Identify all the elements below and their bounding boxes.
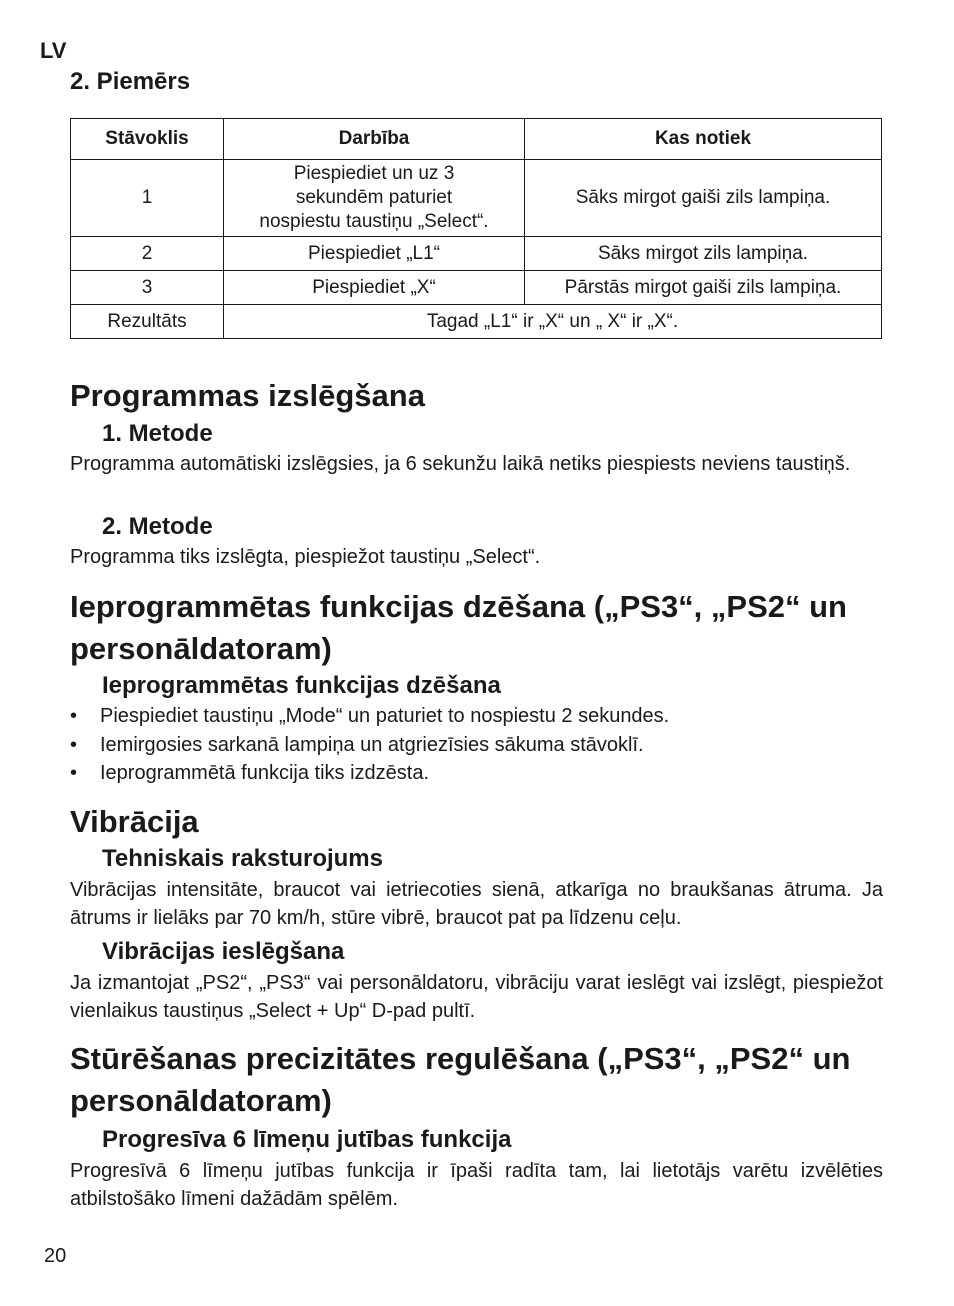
state-cell: 1: [71, 160, 224, 237]
result-cell: Pārstās mirgot gaiši zils lampiņa.: [525, 271, 882, 305]
precision-subtitle: Progresīva 6 līmeņu jutības funkcija: [102, 1126, 512, 1153]
list-item-text: Piespiediet taustiņu „Mode“ un paturiet to nospiestu 2 sekundes.: [100, 705, 670, 727]
action-cell: Piespiediet „L1“: [224, 237, 525, 271]
table-row: [71, 271, 882, 305]
title-line: personāldatoram): [70, 631, 332, 666]
section-title-vibration: Vibrācija: [70, 804, 199, 839]
bullet-icon: •: [70, 705, 78, 727]
column-header: Darbība: [224, 119, 525, 160]
steps-table: [70, 118, 882, 339]
example-title: 2. Piemērs: [70, 68, 191, 95]
list-item: [70, 702, 669, 731]
result-cell: Sāks mirgot zils lampiņa.: [525, 237, 882, 271]
list-item: [70, 731, 669, 760]
list-item: [70, 759, 669, 788]
table-result-row: [71, 305, 882, 339]
result-cell: Sāks mirgot gaiši zils lampiņa.: [525, 160, 882, 237]
table-row: [71, 237, 882, 271]
method-1-title: 1. Metode: [102, 420, 213, 447]
language-label: LV: [40, 38, 67, 63]
vibration-specs-text: Vibrācijas intensitāte, braucot vai ietriecoties sienā, atkarīga no braukšanas ātruma. Ja ātrums ir lielāks par 70 km/h, stūre vibrē, braucot pat pa līdzenu ceļu.: [70, 879, 883, 929]
action-line: Piespiediet un uz 3: [293, 163, 455, 184]
section-title-shutdown: Programmas izslēgšana: [70, 378, 425, 413]
action-line: sekundēm paturiet: [295, 187, 453, 208]
title-line: Stūrēšanas precizitātes regulēšana („PS3“, „PS2“ un: [70, 1041, 851, 1076]
table-row: [71, 160, 882, 237]
precision-text: Progresīvā 6 līmeņu jutības funkcija ir īpaši radīta tam, lai lietotājs varētu izvēlēties atbilstošāko līmeni dažādām spēlēm.: [70, 1160, 883, 1210]
result-summary-cell: Tagad „L1“ ir „X“ un „ X“ ir „X“.: [224, 305, 882, 339]
action-line: nospiestu taustiņu „Select“.: [259, 211, 489, 232]
action-cell: Piespiediet „X“: [224, 271, 525, 305]
vibration-subtitle-specs: Tehniskais raksturojums: [102, 845, 383, 872]
table-header-row: [71, 119, 882, 160]
list-item-text: Iemirgosies sarkanā lampiņa un atgriezīsies sākuma stāvoklī.: [100, 733, 644, 756]
method-2-text: Programma tiks izslēgta, piespiežot taustiņu „Select“.: [70, 546, 541, 568]
delete-subtitle: Ieprogrammētas funkcijas dzēšana: [102, 672, 501, 699]
column-header: Stāvoklis: [71, 119, 224, 160]
page-number: 20: [44, 1245, 67, 1267]
title-line: personāldatoram): [70, 1083, 332, 1118]
method-2-title: 2. Metode: [102, 513, 213, 540]
title-line: Ieprogrammētas funkcijas dzēšana („PS3“, „PS2“ un: [70, 589, 847, 624]
state-cell: 2: [71, 237, 224, 271]
action-cell: [224, 160, 525, 237]
section-title-delete: [70, 586, 900, 670]
section-title-precision: [70, 1038, 900, 1122]
method-1-text: Programma automātiski izslēgsies, ja 6 sekunžu laikā netiks piespiests neviens taustiņš.: [70, 453, 851, 475]
state-cell: Rezultāts: [71, 305, 224, 339]
bullet-icon: •: [70, 762, 78, 784]
vibration-subtitle-enable: Vibrācijas ieslēgšana: [102, 938, 345, 965]
vibration-enable-text: Ja izmantojat „PS2“, „PS3“ vai personāldatoru, vibrāciju varat ieslēgt vai izslēgt, piespiežot vienlaikus taustiņus „Select + Up“ D-pad pultī.: [70, 972, 883, 1022]
column-header: Kas notiek: [525, 119, 882, 160]
delete-steps-list: [70, 702, 669, 788]
list-item-text: Ieprogrammētā funkcija tiks izdzēsta.: [100, 762, 430, 784]
bullet-icon: •: [70, 733, 78, 756]
state-cell: 3: [71, 271, 224, 305]
